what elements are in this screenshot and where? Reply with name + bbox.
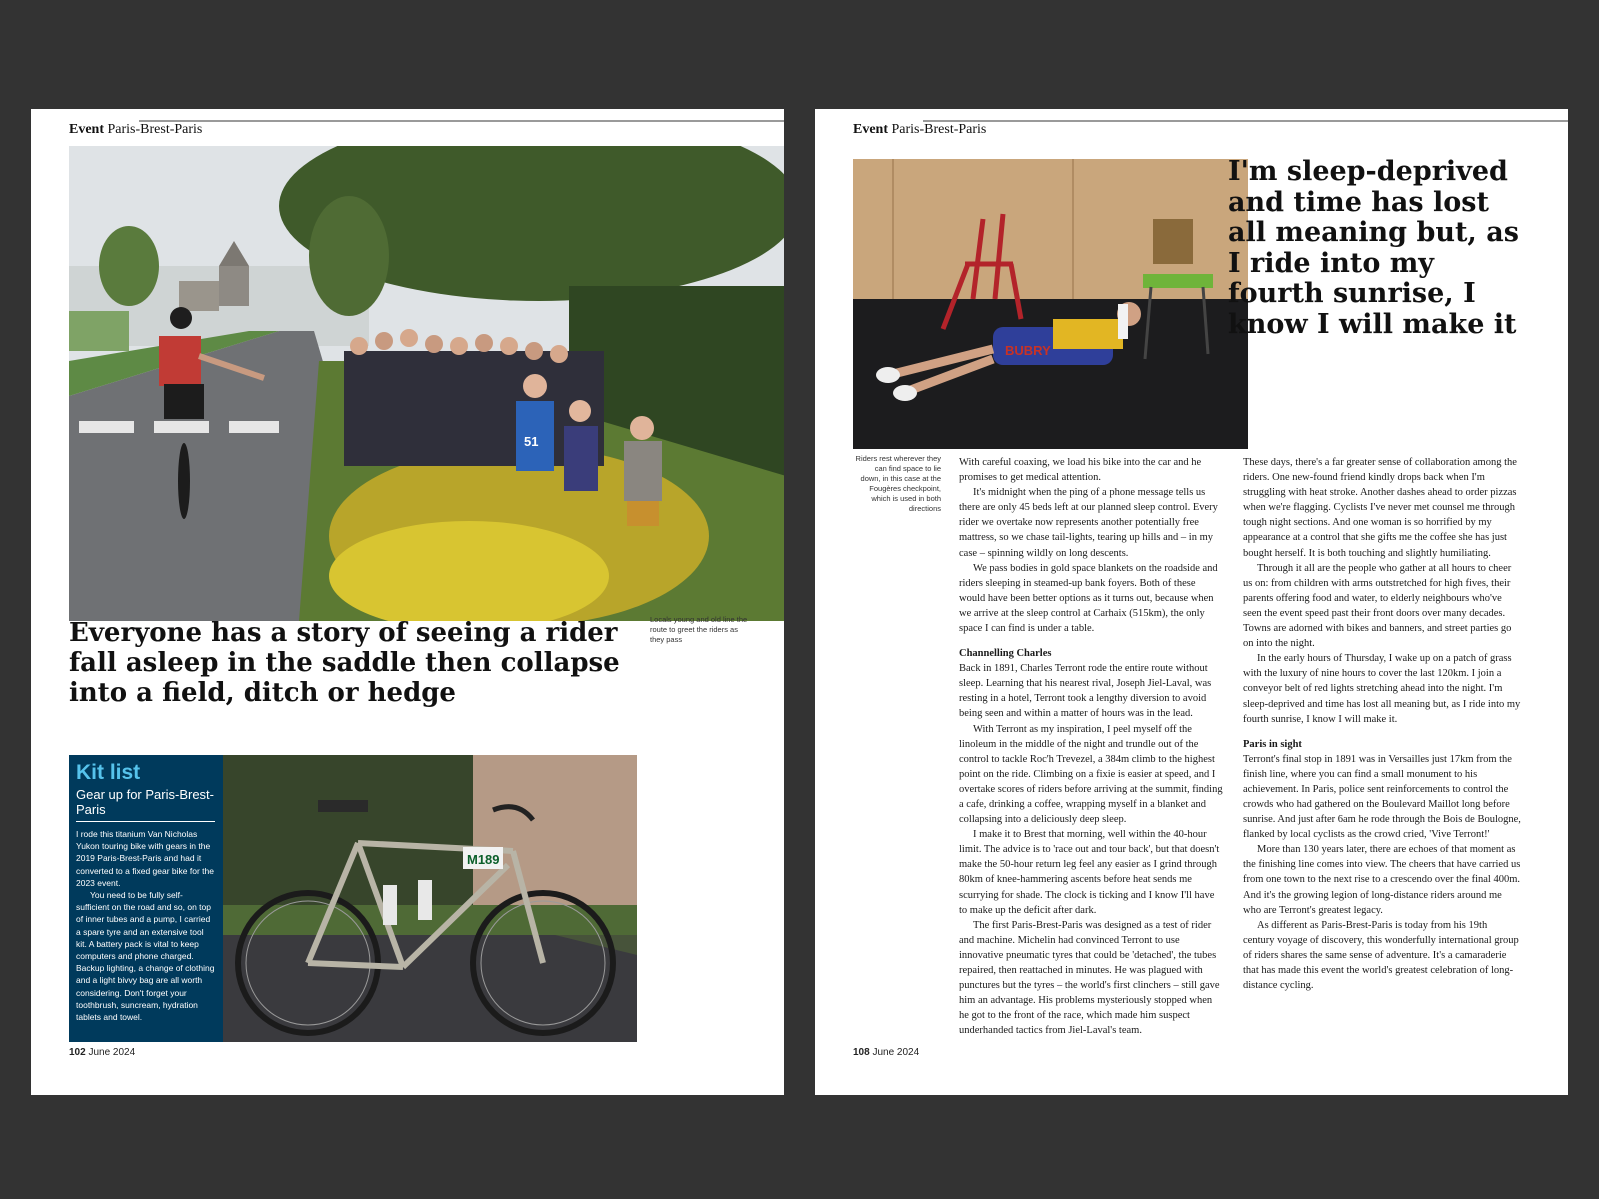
- page-folio: [69, 1047, 135, 1058]
- body-paragraph: With Terront as my inspiration, I peel myself off the linoleum in the middle of the night and trundle out of the control to tackle Roc'h Trevezel, a 384m climb to the highest point on the ride. Climbing on a fixie is easier at speed, and I overtake scores of riders before arriving at the summit, finding a cafe, drinking a coffee, wrapping myself in a blanket and collapsing into a deliciously deep sleep.: [959, 723, 1223, 826]
- body-column-1: [959, 455, 1223, 1038]
- body-paragraph: These days, there's a far greater sense of collaboration among the riders. One new-found friend kindly drops back when I'm struggling with heat stroke. Another dashes ahead to order pizzas when we're flagging. Cyclists I've never met counsel me through tough night sections. And one woman is so horrified by my appearance at a control that she gifts me the coffee she has just bought herself. It is both touching and slightly humiliating.: [1243, 457, 1517, 559]
- subheading: Channelling Charles: [959, 648, 1052, 660]
- body-paragraph: Back in 1891, Charles Terront rode the entire route without sleep. Learning that his nearest rival, Joseph Jiel-Laval, was resting in a hotel, Terront took a lengthy diversion to avoid being seen and within a matter of hours was in the lead.: [959, 663, 1212, 720]
- page-number: 102: [69, 1047, 86, 1058]
- kit-list-box: [69, 755, 223, 1042]
- page-number: 108: [853, 1047, 870, 1058]
- body-paragraph: With careful coaxing, we load his bike into the car and he promises to get medical attention.: [959, 457, 1202, 484]
- header-rule: [923, 120, 1568, 122]
- body-paragraph: The first Paris-Brest-Paris was designed as a test of rider and machine. Michelin had convinced Terront to use innovative pneumatic tyres that could be 'detached', the tubes repaired, then reattached in minutes. He was plagued with punctures but the tyres – the world's first clinchers – still gave him an advantage. His problems mysteriously stopped when he got to the front of the race, which made him suspect underhanded tactics from Jiel-Laval's team.: [959, 919, 1220, 1037]
- body-paragraph: It's midnight when the ping of a phone message tells us there are only 45 beds left at our planned sleep control. Every rider we overtake now represents another potentially free mattress, so we chase tail-lights, tearing up hills and – in my case – spinning wildly on long descents.: [959, 487, 1218, 559]
- running-head: [853, 122, 986, 138]
- section-label: Event: [853, 122, 888, 137]
- sleeping-rider-photo: [853, 159, 1248, 449]
- kit-list-title: Kit list: [76, 761, 141, 784]
- kit-list-subtitle: Gear up for Paris-Brest-Paris: [76, 787, 214, 817]
- bike-photo: [223, 755, 637, 1042]
- body-paragraph: I make it to Brest that morning, well within the 40-hour limit. The advice is to 'race out and tour back', but that doesn't make the 50-hour return leg feel any easier as I grind through 80km of knee-hammering ascents before heat sends me scurrying for shade. The clock is ticking and I know I'll have to make up the deficit after dark.: [959, 829, 1220, 916]
- page-folio: [853, 1047, 919, 1058]
- body-paragraph: In the early hours of Thursday, I wake up on a patch of grass with the luxury of nine hours to cover the last 120km. I join a conveyor belt of red lights stretching ahead into the night. I'm sleep-deprived and time has lost all meaning but, as I ride into my fourth sunrise, I know I will make it.: [1243, 653, 1521, 725]
- body-paragraph: Terront's final stop in 1891 was in Versailles just 17km from the finish line, where you can find a small monument to his achievement. In Paris, police sent reinforcements to control the crowds who had gathered on the Boulevard Maillot long before sunrise. And just after 6am he rode through the Bois de Boulogne, flanked by local cyclists as the crowd cried, 'Vive Terront!': [1243, 753, 1521, 841]
- section-label: Event: [69, 122, 104, 137]
- frame-plate: M189: [467, 852, 500, 867]
- pull-quote: I'm sleep-deprived and time has lost all meaning but, as I ride into my fourth sunrise, I know I will make it: [1228, 156, 1519, 340]
- left-page: [31, 109, 784, 1095]
- issue-date: June 2024: [88, 1047, 136, 1058]
- kit-list-paragraph: I rode this titanium Van Nicholas Yukon touring bike with gears in the 2019 Paris-Brest-Paris and had it converted to a fixed gear bike for the 2023 event.: [76, 829, 214, 888]
- photo-caption: Riders rest wherever they can find space to lie down, in this case at the Fougères checkpoint, which is used in both directions: [855, 454, 941, 513]
- header-rule: [139, 120, 784, 122]
- subheading: Paris in sight: [1243, 738, 1302, 750]
- running-head-title: Paris-Brest-Paris: [891, 122, 987, 137]
- body-paragraph: Through it all are the people who gather at all hours to cheer us on: from children with arms outstretched for high fives, their parents offering food and water, to elderly neighbours who've seen the event speed past their front doors over many decades. Towns are adorned with bikes and banners, and street parties go on into the night.: [1243, 562, 1512, 650]
- crowd-photo: [69, 146, 784, 621]
- kit-list-body: [76, 828, 216, 1023]
- kit-list-rule: [76, 821, 215, 822]
- kit-list-paragraph: You need to be fully self-sufficient on the road and so, on top of inner tubes and a pump, I carried a spare tyre and an extensive tool kit. A battery pack is vital to keep computers and phone charged. Backup lighting, a change of clothing and a light bivvy bag are all worth considering. Don't forget your toothbrush, suncream, hydration tablets and towel.: [76, 890, 215, 1023]
- body-paragraph: As different as Paris-Brest-Paris is today from his 19th century voyage of discovery, this wonderfully international group of riders shares the same sense of adventure. It's a camaraderie that has made this event the world's greatest celebration of long-distance cycling.: [1243, 919, 1519, 992]
- right-page: [815, 109, 1568, 1095]
- running-head-title: Paris-Brest-Paris: [107, 122, 203, 137]
- body-column-2: [1243, 455, 1521, 993]
- photo-caption: Locals young and old line the route to greet the riders as they pass: [650, 615, 748, 644]
- issue-date: June 2024: [872, 1047, 920, 1058]
- body-paragraph: More than 130 years later, there are echoes of that moment as the finishing line comes into view. The cheers that have carried us from one town to the next rise to a crescendo over the final 400m. And it's the growing legion of long-distance riders around me who are Terront's greatest legacy.: [1243, 844, 1521, 916]
- running-head: [69, 122, 202, 138]
- pull-quote: Everyone has a story of seeing a rider fall asleep in the saddle then collapse into a field, ditch or hedge: [69, 618, 620, 708]
- jersey-text: BUBRY: [1005, 343, 1051, 358]
- body-paragraph: We pass bodies in gold space blankets on the roadside and riders sleeping in steamed-up bank foyers. Both of these would have been better options as it turns out, because when we arrive at the sleep control at Carhaix (515km), the only space I can find is under a table.: [959, 562, 1218, 635]
- jersey-number: 51: [524, 434, 539, 449]
